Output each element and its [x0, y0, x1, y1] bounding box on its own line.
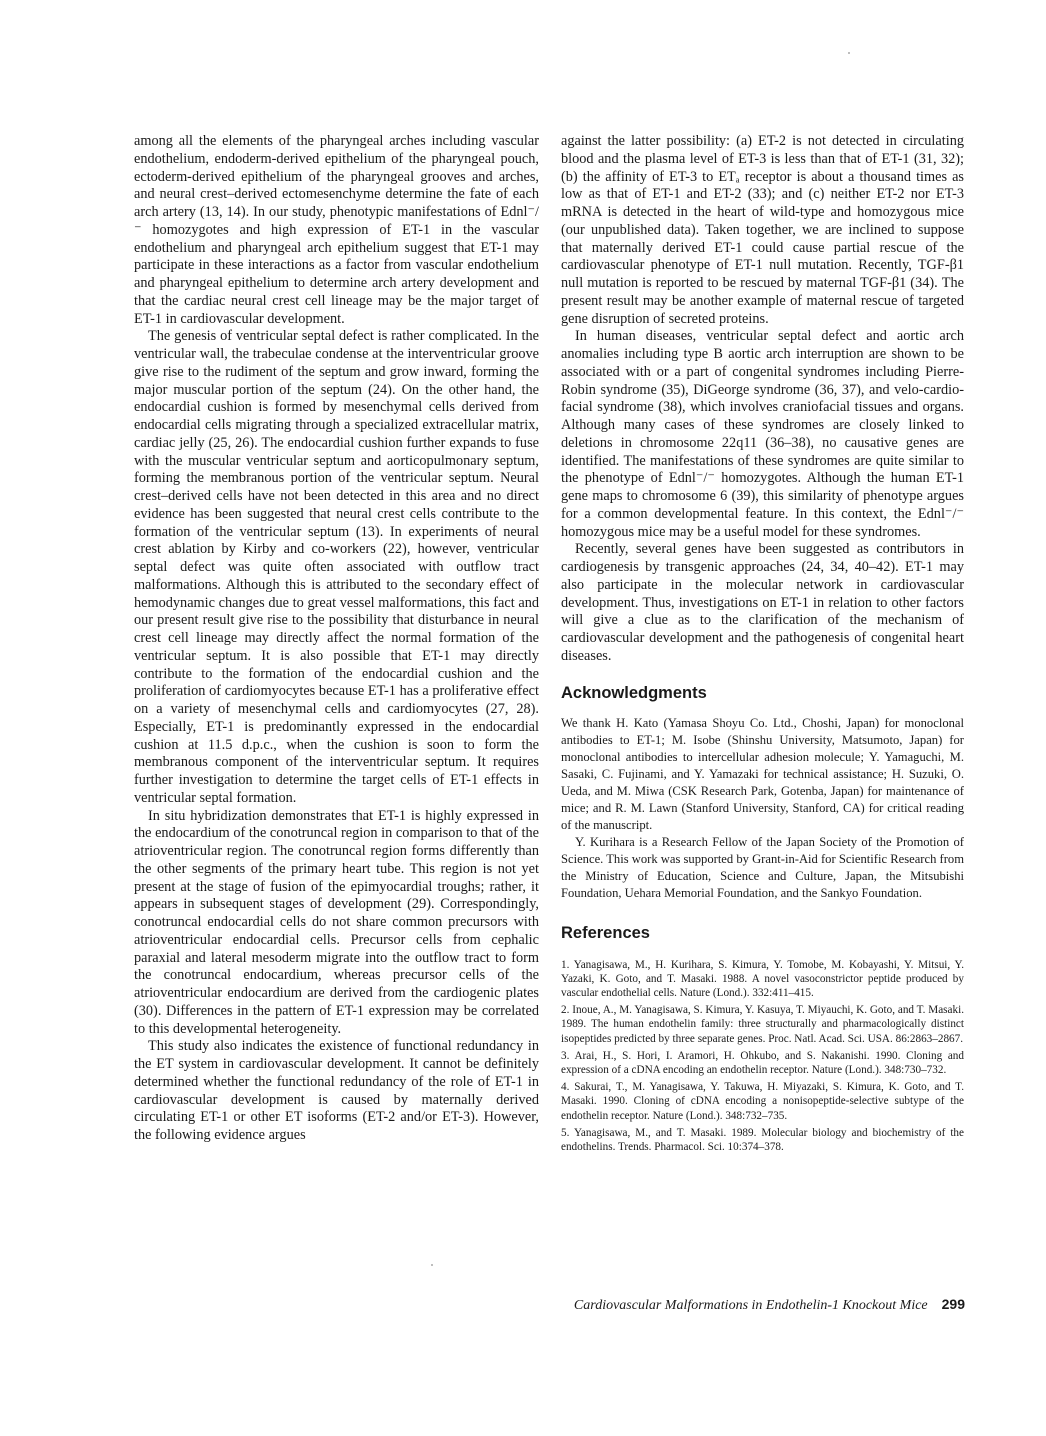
- reference-item: 4. Sakurai, T., M. Yanagisawa, Y. Takuwa, H. Miyazaki, S. Kimura, K. Goto, and T. Masaki. 1990. Cloning of cDNA encoding a nonisopeptide-selective subtype of the endothelin receptor. Nature (Lond.). 348:732–735.: [561, 1081, 964, 1122]
- paragraph: Recently, several genes have been suggested as contributors in cardiogenesis by transgenic approaches (24, 34, 40–42). ET-1 may also participate in the molecular network in cardiovascular development. Thus, investigations on ET-1 in relation to other factors will give a clue as to the clarification of the mechanism of cardiovascular development and the pathogenesis of congenital heart diseases.: [561, 541, 964, 664]
- reference-item: 2. Inoue, A., M. Yanagisawa, S. Kimura, Y. Kasuya, T. Miyauchi, K. Goto, and T. Masaki. 1989. The human endothelin family: three structurally and pharmacologically distinct isopeptides predicted by three separate genes. Proc. Natl. Acad. Sci. USA. 86:2863–2867.: [561, 1004, 964, 1045]
- paragraph: In human diseases, ventricular septal defect and aortic arch anomalies including type B aortic arch interruption are shown to be associated with or a part of congenital syndromes including Pierre-Robin syndrome (35), DiGeorge syndrome (36, 37), and velo-cardio-facial syndrome (38), which involves craniofacial tissues and organs. Although many cases of these syndromes are closely linked to deletions in chromosome 22q11 (36–38), no causative genes are identified. The manifestations of these syndromes are quite similar to the phenotype of Ednl⁻/⁻ homozygotes. Although the human ET-1 gene maps to chromosome 6 (39), this similarity of phenotype argues for a common developmental feature. In this context, the Ednl⁻/⁻ homozygous mice may be a useful model for these syndromes.: [561, 328, 964, 540]
- paragraph: among all the elements of the pharyngeal arches including vascular endothelium, endoderm-derived epithelium of the pharyngeal pouch, ectoderm-derived epithelium of the pharyngeal grooves and arches, and neural crest–derived ectomesenchyme determine the fate of each arch artery (13, 14). In our study, phenotypic manifestations of Ednl⁻/⁻ homozygotes and high expression of ET-1 in the vascular endothelium and pharyngeal arch epithelium suggest that ET-1 may participate in these interactions as a factor from vascular endothelium and pharyngeal epithelium to determine arch artery development and that the cardiac neural crest cell lineage may be the major target of ET-1 in cardiovascular development.: [134, 133, 539, 327]
- paragraph: The genesis of ventricular septal defect is rather complicated. In the ventricular wall, the trabeculae condense at the interventricular groove give rise to the rudiment of the septum and grow inward, forming the major muscular portion of the septum (24). On the other hand, the endocardial cushion is formed by mesenchymal cells derived from endocardial cells migrating through a specialized extracellular matrix, cardiac jelly (25, 26). The endocardial cushion further expands to fuse with the muscular ventricular septum and aorticopulmonary septum, forming the membranous portion of the ventricular septum. Neural crest–derived cells have not been detected in this area and no direct evidence has been suggested that neural crest cells contribute to the formation of the ventricular septum (13). In experiments of neural crest ablation by Kirby and co-workers (22), however, ventricular septal defect was quite often associated with outflow tract malformations. Although this is attributed to the secondary effect of hemodynamic changes due to great vessel malformations, this fact and our present result give rise to the possibility that disturbance in neural crest cell lineage may directly affect the normal formation of the ventricular septum. It is also possible that ET-1 may directly contribute to the formation of the endocardial cushion and the proliferation of cardiomyocytes because ET-1 has a proliferative effect on a variety of mesenchymal cells and cardiomyocytes (27, 28). Especially, ET-1 is predominantly expressed in the endocardial cushion at 11.5 d.p.c., when the cushion is soon to form the membranous component of the interventricular septum. It requires further investigation to determine the target cells of ET-1 effects in ventricular septal formation.: [134, 328, 539, 806]
- running-title: Cardiovascular Malformations in Endothelin-1 Knockout Mice: [573, 1298, 928, 1313]
- reference-item: 3. Arai, H., S. Hori, I. Aramori, H. Ohkubo, and S. Nakanishi. 1990. Cloning and expression of a cDNA encoding an endothelin receptor. Nature (Lond.). 348:730–732.: [561, 1049, 964, 1076]
- reference-item: 1. Yanagisawa, M., H. Kurihara, S. Kimura, Y. Tomobe, M. Kobayashi, Y. Mitsui, Y. Yazaki, K. Goto, and T. Masaki. 1988. A novel vasoconstrictor peptide produced by vascular endothelial cells. Nature (Lond.). 332:411–415.: [561, 958, 964, 999]
- scan-speck: [848, 52, 850, 54]
- acknowledgment-paragraph: We thank H. Kato (Yamasa Shoyu Co. Ltd., Choshi, Japan) for monoclonal antibodies to ET-1; M. Isobe (Shinshu University, Matsumoto, Japan) for monoclonal antibodies to intercellular adhesion molecule; Y. Yamaguchi, M. Sasaki, C. Fujinami, and Y. Yamazaki for technical assistance; H. Suzuki, O. Ueda, and M. Miwa (CSK Research Park, Gotenba, Japan) for maintenance of mice; and R. M. Lawn (Stanford University, Stanford, CA) for critical reading of the manuscript.: [561, 715, 964, 833]
- left-column: [134, 133, 539, 1145]
- references-heading: References: [561, 923, 650, 942]
- acknowledgments-heading: Acknowledgments: [561, 683, 707, 702]
- paragraph: This study also indicates the existence of functional redundancy in the ET system in cardiovascular development. It cannot be definitely determined whether the functional redundancy of the role of ET-1 in cardiovascular development is caused by maternally derived circulating ET-1 or other ET isoforms (ET-2 and/or ET-3). However, the following evidence argues: [134, 1038, 539, 1143]
- paragraph: against the latter possibility: (a) ET-2 is not detected in circulating blood and the plasma level of ET-3 is less than that of ET-1 (31, 32); (b) the affinity of ET-3 to ETₐ receptor is about a thousand times as low as that of ET-1 and ET-2 (33); and (c) neither ET-2 nor ET-3 mRNA is detected in the heart of wild-type and homozygous mice (our unpublished data). Taken together, we are inclined to suppose that maternally derived ET-1 could cause partial rescue of the cardiovascular phenotype of ET-1 null mutation. Recently, TGF-β1 null mutation is reported to be rescued by maternal TGF-β1 (34). The present result may be another example of maternal rescue of targeted gene disruption of secreted proteins.: [561, 133, 964, 327]
- scan-speck: [431, 1264, 433, 1266]
- page-footer: [565, 1296, 965, 1314]
- reference-item: 5. Yanagisawa, M., and T. Masaki. 1989. Molecular biology and biochemistry of the endothelins. Trends. Pharmacol. Sci. 10:374–378.: [561, 1126, 964, 1153]
- paragraph: In situ hybridization demonstrates that ET-1 is highly expressed in the endocardium of the conotruncal region in comparison to that of the atrioventricular region. The conotruncal region forms differently than the other segments of the primary heart tube. This region is not yet present at the stage of fusion of the epimyocardial troughs; rather, it appears in subsequent stages of development (29). Correspondingly, conotruncal endocardial cells do not share common precursors with atrioventricular endocardial cells. Precursor cells from cephalic paraxial and lateral mesoderm migrate into the outflow tract to form the conotruncal endocardium, whereas precursor cells of the atrioventricular endocardium are derived from the cardiogenic plates (30). Differences in the pattern of ET-1 expression may be correlated to this developmental heterogeneity.: [134, 807, 539, 1037]
- acknowledgment-paragraph: Y. Kurihara is a Research Fellow of the Japan Society of the Promotion of Science. This work was supported by Grant-in-Aid for Scientific Research from the Ministry of Education, Science and Culture, Japan, the Mitsubishi Foundation, Uehara Memorial Foundation, and the Sankyo Foundation.: [561, 835, 965, 901]
- page-number: 299: [941, 1296, 965, 1312]
- right-column: [561, 133, 964, 1157]
- reference-list: [561, 958, 964, 1155]
